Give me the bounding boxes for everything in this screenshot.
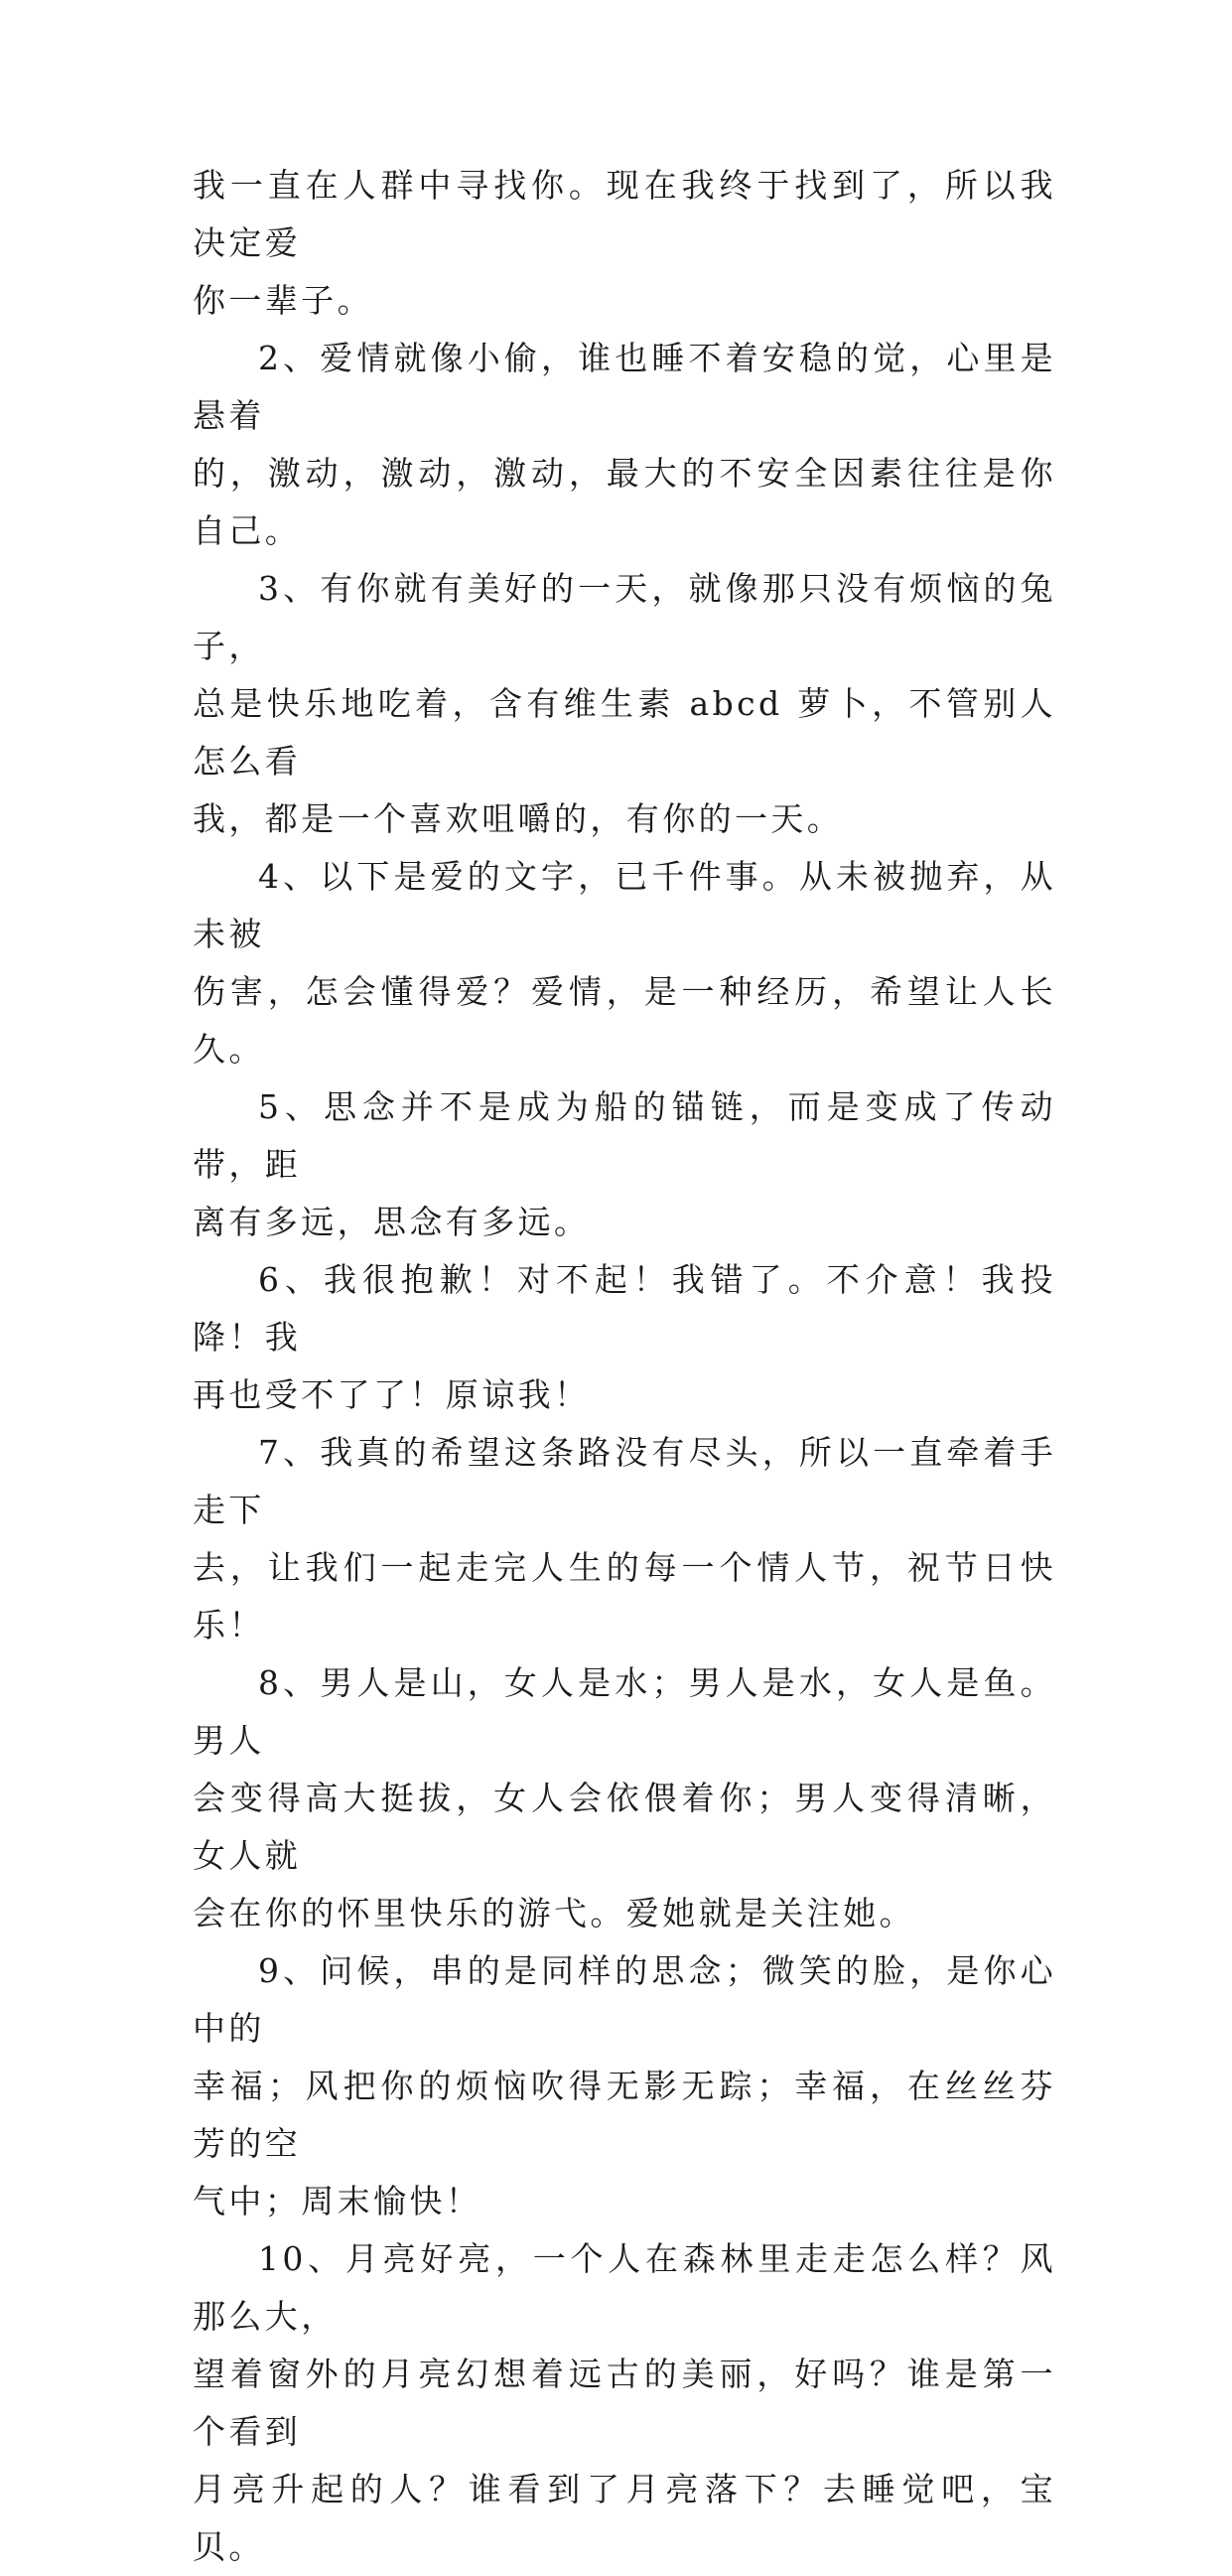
paragraph-9: 9、问候，串的是同样的思念；微笑的脸，是你心中的 幸福；风把你的烦恼吹得无影无踪；幸福，在丝丝芬芳的空 气中；周末愉快！ <box>193 1951 1056 2220</box>
paragraph-4: 4、以下是爱的文字，已千件事。从未被抛弃，从未被 伤害，怎会懂得爱？爱情，是一种经历，希望让人长久。 <box>193 857 1056 1069</box>
paragraph-8: 8、男人是山，女人是水；男人是水，女人是鱼。男人 会变得高大挺拔，女人会依偎着你；男人变得清晰，女人就 会在你的怀里快乐的游弋。爱她就是关注她。 <box>193 1663 1056 1932</box>
paragraph-6: 6、我很抱歉！对不起！我错了。不介意！我投降！我 再也受不了了！原谅我！ <box>193 1260 1056 1414</box>
paragraph-10: 10、月亮好亮，一个人在森林里走走怎么样？风那么大， 望着窗外的月亮幻想着远古的美丽，好吗？谁是第一个看到 月亮升起的人？谁看到了月亮落下？去睡觉吧，宝贝。 <box>193 2239 1056 2566</box>
document-body <box>193 157 1056 2576</box>
paragraph-7: 7、我真的希望这条路没有尽头，所以一直牵着手走下 去，让我们一起走完人生的每一个情人节，祝节日快乐！ <box>193 1433 1056 1645</box>
paragraph-1: 我一直在人群中寻找你。现在我终于找到了，所以我决定爱 你一辈子。 <box>193 166 1056 320</box>
paragraph-5: 5、思念并不是成为船的锚链，而是变成了传动带，距 离有多远，思念有多远。 <box>193 1087 1056 1241</box>
paragraph-2: 2、爱情就像小偷，谁也睡不着安稳的觉，心里是悬着 的，激动，激动，激动，最大的不安全因素往往是你自己。 <box>193 339 1056 550</box>
paragraph-3: 3、有你就有美好的一天，就像那只没有烦恼的兔子， 总是快乐地吃着，含有维生素 abcd 萝卜，不管别人怎么看 我，都是一个喜欢咀嚼的，有你的一天。 <box>193 569 1056 838</box>
